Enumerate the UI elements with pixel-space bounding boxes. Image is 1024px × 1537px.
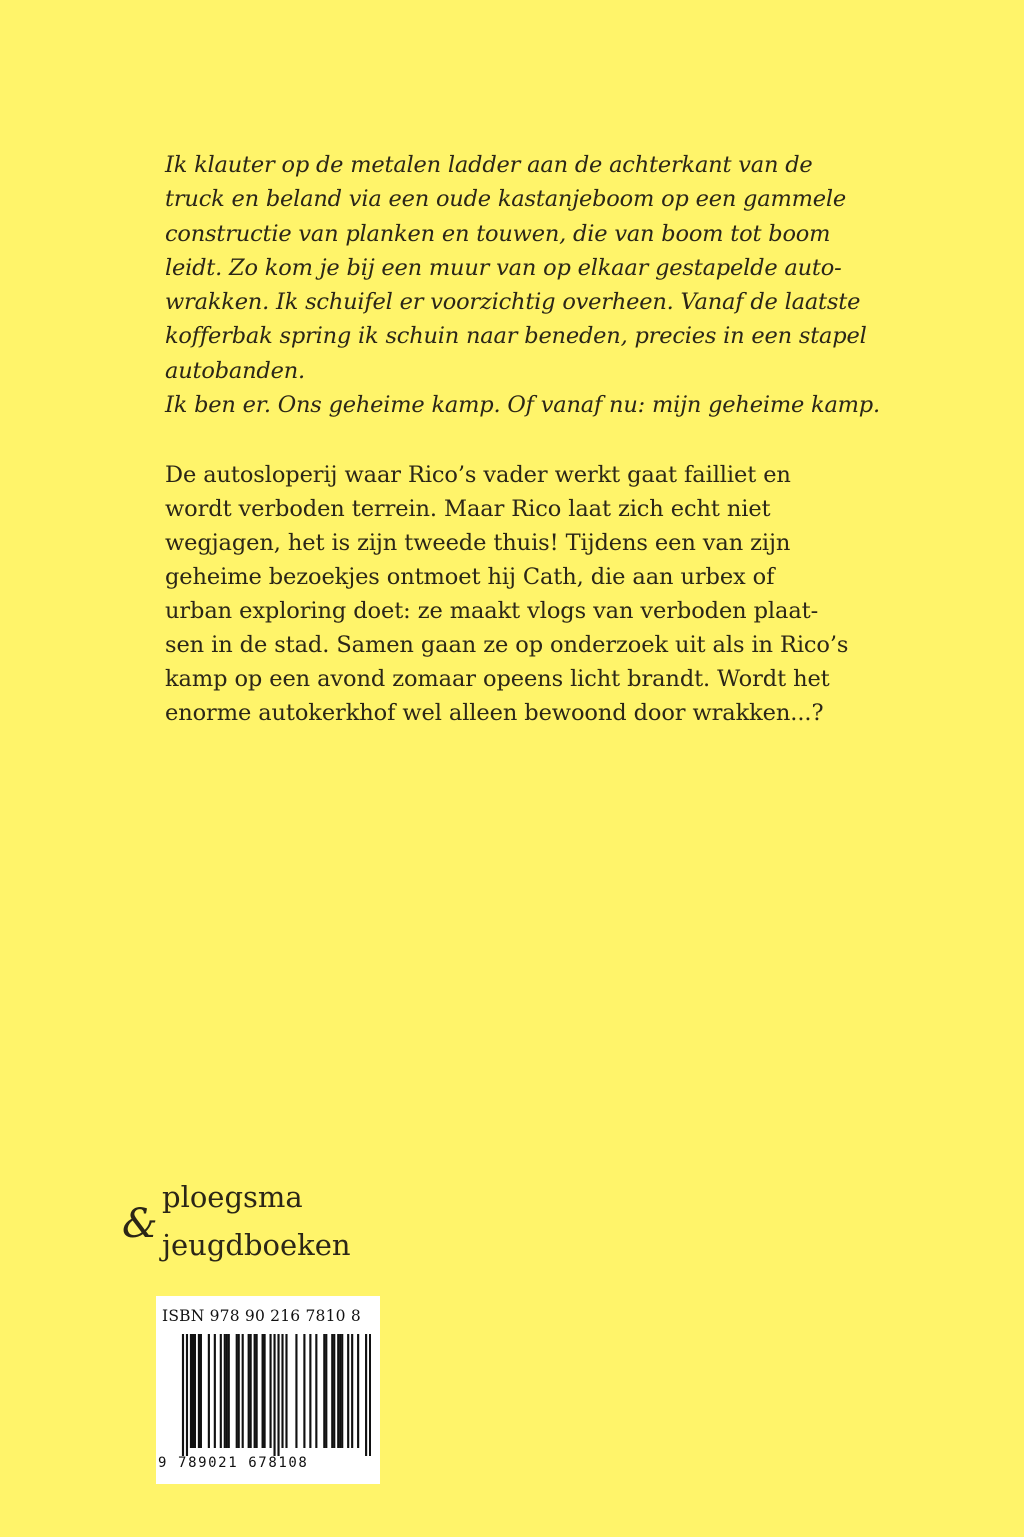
cover-blurb [165,458,855,730]
barcode-bar [214,1334,216,1448]
blurb-line: wegjagen, het is zijn tweede thuis! Tijdens een van zijn [165,530,791,556]
isbn-label: ISBN 978 90 216 7810 8 [162,1307,361,1325]
barcode-bar [337,1334,339,1448]
barcode-bar [186,1334,188,1456]
barcode-bar [339,1334,341,1448]
barcode-bar [254,1334,256,1448]
barcode-bar [250,1334,252,1448]
excerpt-line: leidt. Zo kom je bij een muur van op elkaar gestapelde auto- [165,254,842,281]
barcode-bar [262,1334,264,1448]
barcode-digits: 9 789021 678108 [158,1455,309,1471]
ampersand-logo-mark: & [122,1201,158,1247]
excerpt-line: Ik ben er. Ons geheime kamp. Of vanaf nu: mijn geheime kamp. [165,392,880,419]
barcode-bar [226,1334,228,1448]
blurb-line: urban exploring doet: ze maakt vlogs van verboden plaat- [165,598,819,624]
excerpt-line: constructie van planken en touwen, die van boom tot boom [165,220,831,247]
barcode-bar [315,1334,317,1448]
barcode-bar [200,1334,202,1448]
blurb-line: wordt verboden terrein. Maar Rico laat zich echt niet [165,496,771,522]
barcode-bar [256,1334,258,1448]
barcode-bar [351,1334,353,1448]
blurb-line: De autosloperij waar Rico’s vader werkt gaat failliet en [165,462,791,488]
excerpt-line: truck en beland via een oude kastanjeboom op een gammele [165,186,846,213]
barcode-bar [341,1334,343,1448]
excerpt-line: wrakken. Ik schuifel er voorzichtig overheen. Vanaf de laatste [165,289,861,316]
barcode-bar [295,1334,297,1448]
blurb-line: kamp op een avond zomaar opeens licht brandt. Wordt het [165,666,830,692]
barcode-bar [273,1334,275,1456]
publisher-logo [122,1176,422,1276]
barcode-bar [194,1334,196,1448]
barcode-bar [357,1334,359,1448]
barcode-bar [323,1334,325,1448]
blurb-line: enorme autokerkhof wel alleen bewoond door wrakken...? [165,700,824,726]
barcode-bar [198,1334,200,1448]
blurb-line: geheime bezoekjes ontmoet hij Cath, die aan urbex of [165,564,775,590]
barcode-bar [236,1334,238,1448]
barcode-bar [238,1334,240,1448]
barcode-bar [325,1334,327,1448]
barcode-bar [228,1334,230,1448]
barcode-bar [269,1334,271,1448]
barcode-bar [220,1334,222,1448]
barcode-bar [365,1334,367,1456]
excerpt-line: kofferbak spring ik schuin naar beneden, precies in een stapel [165,323,867,350]
barcode-bar [242,1334,244,1448]
barcode-bar [285,1334,287,1448]
excerpt-line: Ik klauter op de metalen ladder aan de achterkant van de [165,152,813,178]
barcode-bar [303,1334,305,1448]
barcode-bars [166,1334,371,1456]
blurb-line: sen in de stad. Samen gaan ze op onderzoek uit als in Rico’s [165,632,849,658]
cover-excerpt [165,148,880,422]
barcode-bar [281,1334,283,1448]
barcode-bar [331,1334,333,1448]
publisher-name-line1: ploegsma [162,1180,303,1214]
barcode-bar [192,1334,194,1448]
barcode-bar [264,1334,266,1448]
barcode-bar [309,1334,311,1448]
barcode-bar [208,1334,210,1448]
barcode-bar [347,1334,349,1448]
publisher-name-line2: jeugdboeken [162,1228,351,1262]
barcode-bar [277,1334,279,1456]
barcode-bar [333,1334,335,1448]
excerpt-line: autobanden. [165,357,305,384]
barcode-bar [224,1334,226,1448]
barcode-bar [369,1334,371,1456]
barcode-bar [190,1334,192,1448]
isbn-barcode [156,1296,380,1484]
barcode-bar [248,1334,250,1448]
barcode-bar [182,1334,184,1456]
